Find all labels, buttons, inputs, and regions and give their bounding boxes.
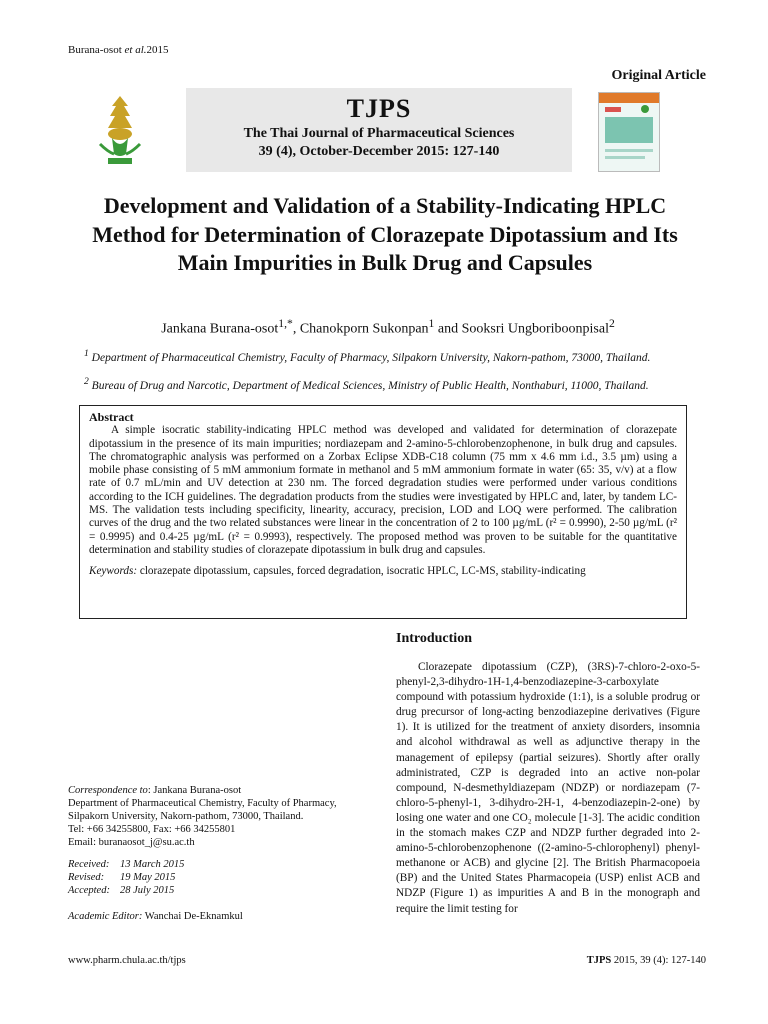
date-label: Revised:	[68, 872, 105, 883]
journal-issue: 39 (4), October-December 2015: 127-140	[258, 144, 500, 159]
affiliation-text: Department of Pharmaceutical Chemistry, Faculty of Pharmacy, Silpakorn University, Nakorn-pathom, 73000, Thailand.	[91, 351, 651, 364]
journal-name: The Thai Journal of Pharmaceutical Sciences	[243, 126, 515, 141]
date-label: Accepted:	[68, 885, 110, 896]
affiliation-number: 1	[84, 348, 89, 359]
footer-citation	[587, 955, 706, 966]
author-separator: and	[434, 321, 462, 337]
date-label: Received:	[68, 859, 110, 870]
date-value: 13 March 2015	[120, 859, 185, 870]
university-crest-icon	[90, 92, 150, 168]
journal-abbreviation: TJPS	[346, 94, 412, 123]
author-affiliation-mark: 1,*	[278, 317, 293, 330]
keywords-label: Keywords:	[89, 565, 138, 578]
abstract-heading: Abstract	[89, 410, 134, 424]
author-affiliation-mark: 2	[608, 317, 615, 330]
article-title: Development and Validation of a Stability-Indicating HPLC Method for Determination of Clorazepate Dipotassium and Its Main Impurities in Bulk Drug and Capsules	[92, 193, 678, 275]
author-name: Jankana Burana-osot	[161, 321, 279, 337]
correspondence-line: Tel: +66 34255800, Fax: +66 34255801	[68, 824, 236, 835]
affiliation	[84, 347, 684, 365]
keywords	[89, 565, 677, 578]
running-head-etal: et al.	[121, 44, 147, 56]
date-value: 19 May 2015	[120, 872, 176, 883]
author-name: Chanokporn Sukonpan	[299, 321, 429, 337]
author-name: Sooksri Ungboriboonpisal	[461, 321, 609, 337]
correspondence-line: Department of Pharmaceutical Chemistry, Faculty of Pharmacy,	[68, 798, 337, 809]
author-list	[68, 317, 708, 338]
introduction-heading: Introduction	[396, 631, 472, 646]
correspondence-label: Correspondence to	[68, 785, 148, 796]
abstract-text: A simple isocratic stability-indicating HPLC method was developed and validated for determination of clorazepate dipotassium in the presence of its main impurities; nordiazepam and 2-amino-5-chlorobenzophenone, in bulk drug and capsules. The chromatographic analysis was performed on a Zorbax Eclipse XDB-C18 column (75 mm x 4.6 mm i.d., 3.5 µm) using a mobile phase consisting of 5 mM ammonium formate in methanol and 5 mM ammonium formate in water (65: 35, v/v) at a flow rate of 0.7 mL/min and UV detection at 230 nm. The forced degradation studies were performed under various conditions according to the ICH guidelines. The degradation products from the studies were investigated by HPLC and, later, by tandem LC-MS. The validation tests including specificity, linearity, accuracy, precision, LOD and LOQ were performed. The calibration curves of the drug and the two related substances were linear in the concentration of 2 to 100 µg/mL (r² = 0.9990), 2-50 µg/mL (r² = 0.9995) and 0.4-25 µg/mL (r² = 0.9993), respectively. The proposed method was proven to be suitable for the quantitative determination and stability studies of clorazepate dipotassium in bulk drug and capsules.	[89, 424, 677, 556]
article-dates	[68, 858, 368, 897]
author-affiliation-mark: 1	[428, 317, 435, 330]
journal-banner	[68, 88, 708, 172]
date-value: 28 July 2015	[120, 885, 175, 896]
affiliation-text: Bureau of Drug and Narcotic, Department of Medical Sciences, Ministry of Public Health, Nonthaburi, 11000, Thailand.	[91, 379, 649, 392]
running-head	[68, 44, 169, 56]
journal-cover-thumbnail	[598, 92, 660, 172]
author-separator: ,	[292, 321, 300, 337]
footer-journal: TJPS	[586, 955, 612, 966]
academic-editor-name: Wanchai De-Eknamkul	[144, 911, 243, 922]
affiliation	[84, 375, 684, 393]
correspondence-line: Silpakorn University, Nakorn-pathom, 73000, Thailand.	[68, 811, 304, 822]
keywords-text: clorazepate dipotassium, capsules, forced degradation, isocratic HPLC, LC-MS, stability-indicating	[139, 565, 586, 578]
running-head-author: Burana-osot	[68, 44, 122, 56]
correspondence-email[interactable]: Email: buranaosot_j@su.ac.th	[68, 837, 195, 848]
abstract-box	[79, 405, 687, 619]
footer-url[interactable]: www.pharm.chula.ac.th/tjps	[68, 955, 186, 966]
article-type: Original Article	[611, 68, 706, 83]
footer-citation-text: 2015, 39 (4): 127-140	[613, 955, 706, 966]
academic-editor-label: Academic Editor:	[68, 911, 143, 922]
introduction-text: Clorazepate dipotassium (CZP), (3RS)-7-chloro-2-oxo-5-phenyl-2,3-dihydro-1H-1,4-benzodiazepine-3-carboxylate compound with potassium hydroxide (1:1), is a soluble prodrug or drug precursor of long-acting benzodiazepine derivatives (Figure 1). It is utilized for the treatment of anxiety disorders, insomnia and alcohol withdrawal as well as adjunctive therapy in the management of epilepsy (partial seizures). Shortly after orally administrated, CZP is degraded into an active non-polar compound, N-desmethyldiazepam (NDZP) or nordiazepam (7-chloro-5-phenyl-1, 3-dihydro-2H-1, 4-benzodiazepin-2-one) by losing one water and one CO₂ molecule [1-3]. The acidic condition in the stomach makes CZP and NDZP further degraded into 2-amino-5-chlorobenzophenone ((2-amino-5-chlorophenyl) phenyl-methanone or ACB) and glycine [2]. The British Pharmacopoeia (BP) and the United States Pharmacopeia (USP) enlist ACB and NDZP (Figure 1) as impurities A and B in the monograph and require the limit testing for	[396, 661, 700, 915]
affiliation-number: 2	[84, 376, 89, 387]
correspondence-block: Correspondence to: Jankana Burana-osot Department of Pharmaceutical Chemistry, Faculty of Pharmacy, Silpakorn University, Nakorn-pathom, 73000, Thailand. Tel: +66 34255800, Fax: +66 34255801 Email: buranaosot_j@su.ac.th	[68, 784, 368, 849]
academic-editor	[68, 911, 368, 922]
correspondence-name: Jankana Burana-osot	[153, 785, 242, 796]
journal-masthead	[186, 88, 572, 172]
running-head-year: 2015	[146, 44, 169, 56]
